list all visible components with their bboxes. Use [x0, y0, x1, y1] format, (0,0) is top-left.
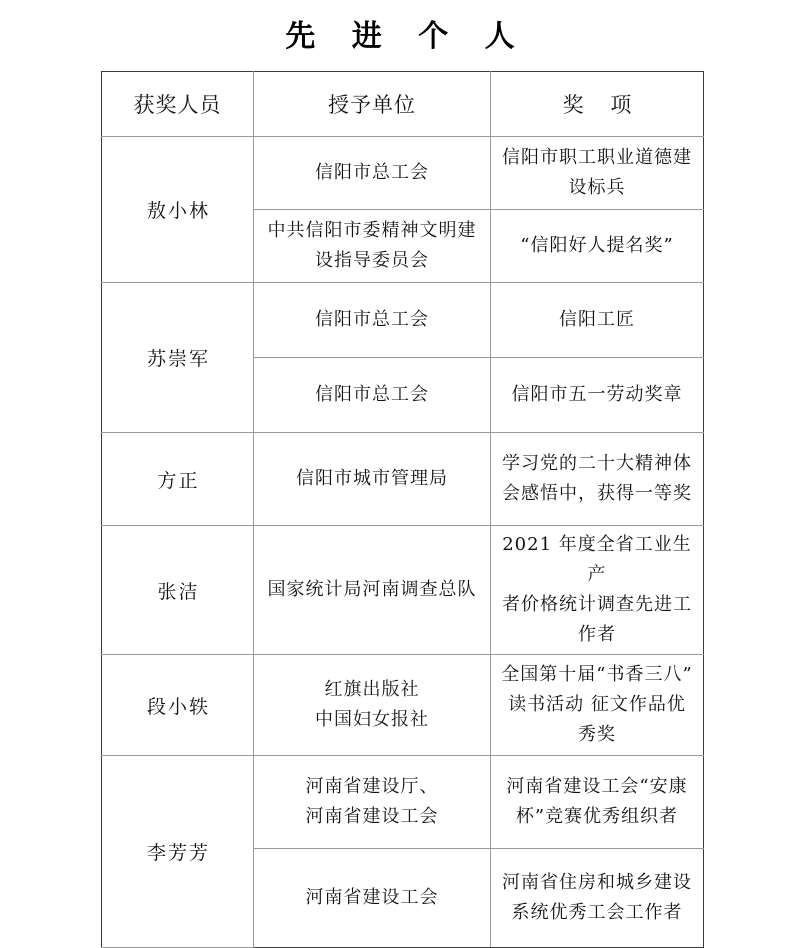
recipient-name: 张洁 — [102, 526, 254, 655]
text-line: 信阳工匠 — [559, 309, 635, 330]
text-line: 设标兵 — [568, 177, 626, 198]
recipient-name: 段小轶 — [102, 655, 254, 756]
text-line: 河南省建设工会 — [305, 806, 439, 827]
award-item — [491, 210, 704, 283]
text-line: 信阳市总工会 — [315, 384, 429, 405]
award-table-container — [101, 71, 703, 948]
award-item — [491, 849, 704, 948]
awarding-unit — [254, 526, 491, 655]
text-line: 信阳市总工会 — [315, 309, 429, 330]
text-line: 者价格统计调查先进工 — [502, 594, 692, 615]
award-item — [491, 526, 704, 655]
page-title: 先 进 个 人 — [285, 19, 528, 54]
text-line: 设指导委员会 — [315, 250, 429, 271]
recipient-name: 方正 — [102, 433, 254, 526]
table-row — [102, 655, 704, 756]
awarding-unit — [254, 358, 491, 433]
award-item — [491, 655, 704, 756]
text-line: 秀奖 — [578, 724, 616, 745]
text-line: 信阳市五一劳动奖章 — [511, 384, 683, 405]
text-line: 学习党的二十大精神体 — [502, 453, 692, 474]
text-line: “信阳好人提名奖” — [520, 235, 674, 256]
award-item — [491, 137, 704, 210]
text-line: 作者 — [578, 624, 616, 645]
table-row — [102, 283, 704, 358]
recipient-name: 苏崇军 — [102, 283, 254, 433]
column-header-name: 获奖人员 — [102, 72, 254, 137]
text-line: 河南省建设厅、 — [305, 776, 439, 797]
awarding-unit — [254, 210, 491, 283]
recipient-name: 敖小林 — [102, 137, 254, 283]
text-line: 红旗出版社 — [324, 679, 420, 700]
table-header — [102, 72, 704, 137]
award-item — [491, 283, 704, 358]
table-body — [102, 137, 704, 948]
table-row — [102, 137, 704, 210]
awarding-unit — [254, 137, 491, 210]
column-header-unit: 授予单位 — [254, 72, 491, 137]
awarding-unit — [254, 655, 491, 756]
award-item — [491, 756, 704, 849]
text-line: 全国第十届“书香三八” — [501, 664, 693, 685]
table-row — [102, 756, 704, 849]
awarding-unit — [254, 849, 491, 948]
text-line: 河南省建设工会“安康 — [506, 776, 688, 797]
award-item — [491, 358, 704, 433]
text-line: 中国妇女报社 — [315, 709, 429, 730]
text-line: 中共信阳市委精神文明建 — [267, 220, 477, 241]
text-line: 2021 年度全省工业生产 — [502, 534, 692, 585]
awarding-unit — [254, 283, 491, 358]
text-line: 河南省住房和城乡建设 — [502, 872, 692, 893]
text-line: 信阳市职工职业道德建 — [502, 147, 692, 168]
awarding-unit — [254, 433, 491, 526]
table-row — [102, 433, 704, 526]
text-line: 杯”竞赛优秀组织者 — [515, 806, 679, 827]
recipient-name: 李芳芳 — [102, 756, 254, 948]
column-header-award: 奖 项 — [491, 72, 704, 137]
text-line: 读书活动 征文作品优 — [508, 694, 686, 715]
table-row — [102, 526, 704, 655]
text-line: 河南省建设工会 — [305, 887, 439, 908]
text-line: 国家统计局河南调查总队 — [267, 579, 477, 600]
text-line: 信阳市城市管理局 — [296, 468, 448, 489]
text-line: 会感悟中，获得一等奖 — [502, 483, 692, 504]
table-header-row — [102, 72, 704, 137]
award-table — [101, 71, 704, 948]
awarding-unit — [254, 756, 491, 849]
text-line: 信阳市总工会 — [315, 162, 429, 183]
award-item — [491, 433, 704, 526]
text-line: 系统优秀工会工作者 — [511, 902, 683, 923]
